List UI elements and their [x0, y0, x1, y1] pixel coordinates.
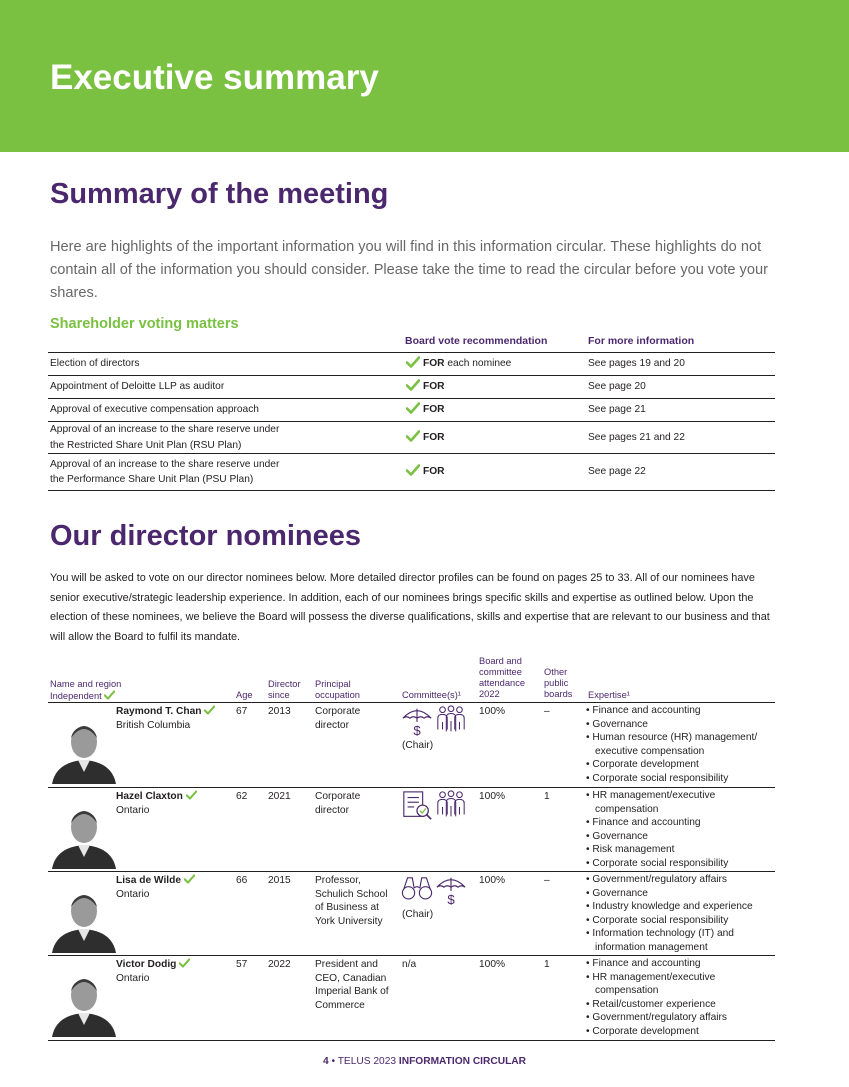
director-attendance: 100%: [479, 706, 506, 717]
more-info: See pages 21 and 22: [586, 422, 775, 454]
expertise-item: • HR management/executive compensation: [586, 971, 775, 998]
director-photo: [50, 803, 118, 869]
vote-recommendation-header: Board vote recommendation: [405, 335, 548, 347]
expertise-item: • Corporate development: [586, 1025, 775, 1039]
independent-check-icon: [104, 690, 115, 700]
director-occupation: Corporate director: [315, 791, 361, 816]
nominees-heading: Our director nominees: [50, 520, 362, 552]
header-other-boards: Other public boards: [544, 667, 573, 699]
director-other-boards: 1: [544, 791, 550, 802]
voting-row: [48, 353, 775, 376]
people-group-icon: [435, 705, 467, 737]
director-other-boards: –: [544, 706, 550, 717]
director-expertise-list: [586, 789, 775, 870]
expertise-item: • Corporate social responsibility: [586, 914, 775, 928]
expertise-item: • Information technology (IT) and information management: [586, 927, 775, 954]
director-row: [48, 702, 775, 786]
matter-text: Approval of an increase to the share reserve under: [50, 458, 280, 470]
director-region: British Columbia: [116, 719, 191, 731]
director-age: 57: [236, 959, 248, 970]
matter-text: Approval of an increase to the share reserve under: [50, 424, 280, 435]
chair-label: (Chair): [402, 740, 434, 751]
check-icon: [406, 379, 420, 391]
director-age: 66: [236, 875, 248, 886]
independent-check-icon: [204, 705, 215, 715]
expertise-item: • Governance: [586, 718, 775, 732]
voting-row: [48, 454, 775, 491]
director-since: 2015: [268, 875, 291, 886]
director-name: Raymond T. Chan: [116, 706, 202, 717]
page-footer: 4 • TELUS 2023 INFORMATION CIRCULAR: [322, 1056, 527, 1067]
director-expertise-list: [586, 873, 775, 954]
expertise-item: • Government/regulatory affairs: [586, 873, 775, 887]
header-director-since: Director since: [268, 679, 301, 700]
more-info-header: For more information: [588, 335, 695, 347]
expertise-item: • Finance and accounting: [586, 704, 775, 718]
director-row: [48, 787, 775, 871]
umbrella-dollar-icon: [401, 705, 433, 737]
director-occupation: President and CEO, Canadian Imperial Bank of Commerce: [315, 959, 389, 1011]
director-occupation: Professor, Schulich School of Business at York University: [315, 875, 388, 927]
expertise-item: • Government/regulatory affairs: [586, 1011, 775, 1025]
header-name-region: Name and region Independent: [50, 679, 122, 701]
check-icon: [406, 464, 420, 476]
header-committees: Committee(s)¹: [402, 690, 461, 700]
matter-text-2: the Restricted Share Unit Plan (RSU Plan): [50, 439, 242, 451]
director-other-boards: –: [544, 875, 550, 886]
voting-matters-title: Shareholder voting matters: [50, 316, 239, 332]
director-attendance: 100%: [479, 959, 506, 970]
vote-for: FOR: [423, 466, 445, 478]
director-attendance: 100%: [479, 791, 506, 802]
expertise-item: • Corporate development: [586, 758, 775, 772]
expertise-item: • Finance and accounting: [586, 957, 775, 971]
table-rule: [48, 1040, 775, 1041]
expertise-item: • Retail/customer experience: [586, 998, 775, 1012]
header-principal-occupation: Principal occupation: [315, 679, 360, 700]
expertise-item: • Governance: [586, 830, 775, 844]
more-info: See page 20: [586, 376, 775, 399]
summary-intro: Here are highlights of the important information you will find in this information circular. These highlights do not contain all of the information you should consider. Please take the time to read the circular before you vote your shares.: [50, 239, 768, 301]
summary-heading: Summary of the meeting: [50, 178, 389, 210]
director-age: 67: [236, 706, 248, 717]
director-region: Ontario: [116, 972, 150, 984]
expertise-item: • Human resource (HR) management/ executive compensation: [586, 731, 775, 758]
director-row: [48, 955, 775, 1039]
director-region: Ontario: [116, 888, 150, 900]
binoculars-icon: [401, 874, 433, 906]
independent-check-icon: [184, 874, 195, 884]
more-info: See page 21: [586, 399, 775, 422]
director-occupation: Corporate director: [315, 706, 361, 731]
director-row: [48, 871, 775, 955]
header-banner: [0, 0, 849, 152]
director-photo: [50, 718, 118, 784]
director-name: Victor Dodig: [116, 959, 177, 970]
check-icon: [406, 356, 420, 368]
independent-check-icon: [179, 958, 190, 968]
director-photo: [50, 971, 118, 1037]
director-since: 2013: [268, 706, 291, 717]
expertise-item: • Industry knowledge and experience: [586, 900, 775, 914]
director-other-boards: 1: [544, 959, 550, 970]
director-age: 62: [236, 791, 248, 802]
umbrella-dollar-icon: [435, 874, 467, 906]
expertise-item: • Risk management: [586, 843, 775, 857]
more-info: See page 22: [586, 454, 775, 491]
independent-check-icon: [186, 790, 197, 800]
director-region: Ontario: [116, 804, 150, 816]
document-magnifier-icon: [401, 790, 433, 822]
expertise-item: • Finance and accounting: [586, 816, 775, 830]
director-name: Hazel Claxton: [116, 791, 183, 802]
voting-matters-table: [48, 352, 775, 491]
vote-for: FOR: [423, 404, 445, 416]
check-icon: [406, 402, 420, 414]
matter-text: Election of directors: [50, 358, 140, 370]
expertise-item: • Corporate social responsibility: [586, 772, 775, 786]
director-photo: [50, 887, 118, 953]
vote-extra: each nominee: [444, 358, 512, 370]
matter-text: Appointment of Deloitte LLP as auditor: [50, 381, 225, 393]
matter-text-2: the Performance Share Unit Plan (PSU Plan): [50, 474, 254, 485]
matter-text: Approval of executive compensation approach: [50, 404, 259, 416]
voting-row: [48, 399, 775, 422]
header-age: Age: [236, 690, 253, 700]
nominees-intro: You will be asked to vote on our director nominees below. More detailed director profiles can be found on pages 25 to 33. All of our nominees have senior executive/strategic leadership experience. In addition, each of our nominees brings specific skills and expertise as outlined below. Upon the election of these nominees, we believe the Board will possess the diverse qualifications, skills and expertise that are relevant to our business and that will allow the Board to fulfil its mandate.: [50, 572, 770, 643]
director-since: 2021: [268, 791, 291, 802]
check-icon: [406, 430, 420, 442]
director-expertise-list: [586, 957, 775, 1038]
director-since: 2022: [268, 959, 291, 970]
voting-row: [48, 422, 775, 454]
more-info: See pages 19 and 20: [586, 353, 775, 376]
expertise-item: • HR management/executive compensation: [586, 789, 775, 816]
header-expertise: Expertise¹: [588, 690, 630, 700]
voting-row: [48, 376, 775, 399]
vote-for: FOR: [423, 358, 445, 370]
page-title: Executive summary: [50, 58, 379, 97]
expertise-item: • Governance: [586, 887, 775, 901]
director-expertise-list: [586, 704, 775, 785]
committee-text: n/a: [402, 959, 417, 970]
vote-for: FOR: [423, 381, 445, 393]
people-group-icon: [435, 790, 467, 822]
director-name: Lisa de Wilde: [116, 875, 182, 886]
director-attendance: 100%: [479, 875, 506, 886]
header-attendance: Board and committee attendance 2022: [479, 656, 526, 699]
expertise-item: • Corporate social responsibility: [586, 857, 775, 871]
vote-for: FOR: [423, 431, 445, 443]
chair-label: (Chair): [402, 909, 434, 920]
